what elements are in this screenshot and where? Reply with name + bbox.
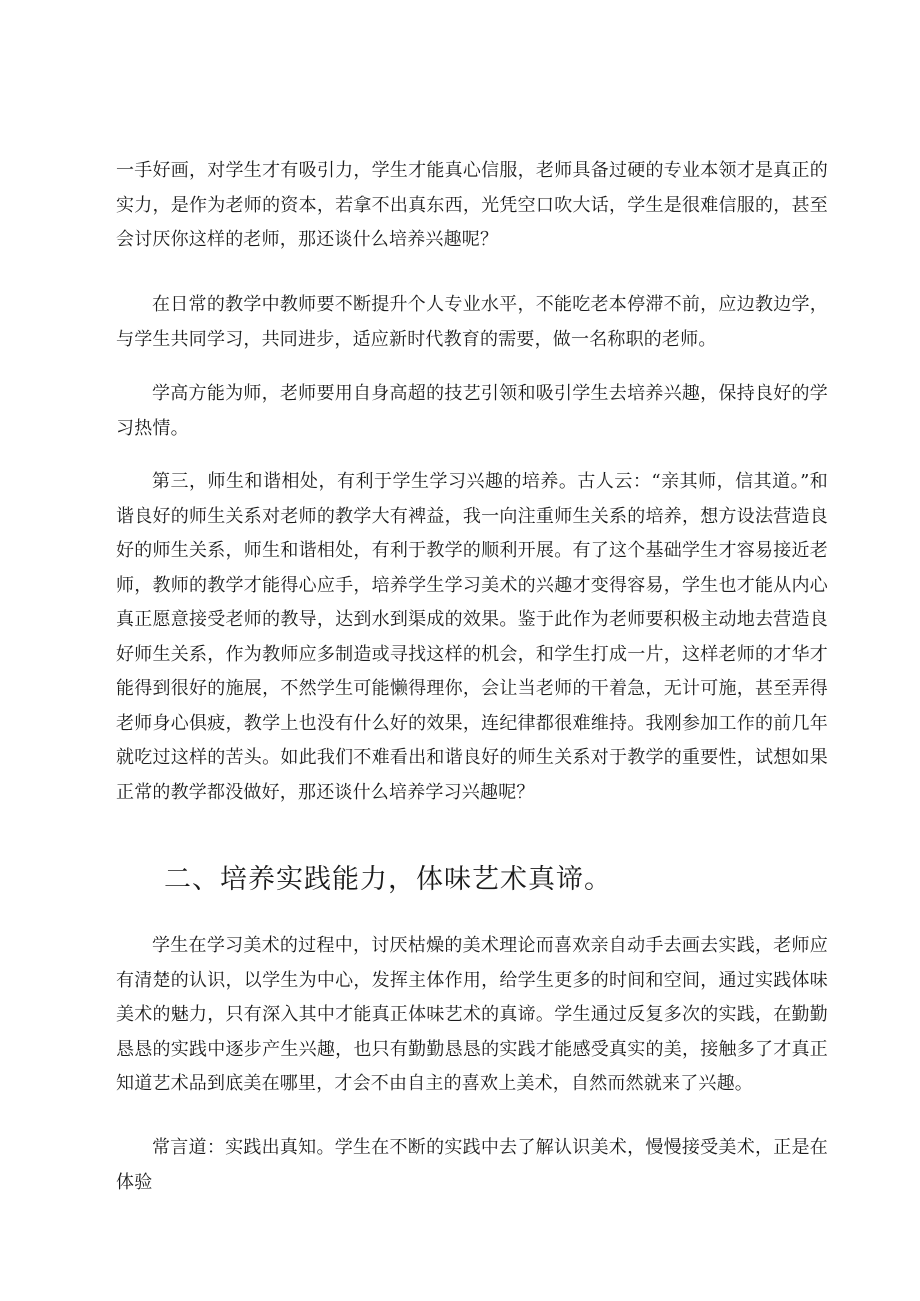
section-heading: 二、培养实践能力，体味艺术真谛。	[164, 864, 612, 895]
paragraph-learning-enthusiasm: 学高方能为师，老师要用自身高超的技艺引领和吸引学生去培养兴趣，保持良好的学习热情。	[116, 383, 828, 439]
paragraph-teacher-student-relationship: 第三，师生和谐相处，有利于学生学习兴趣的培养。古人云：“亲其师，信其道。”和谐良好的师生关系对老师的教学大有裨益，我一向注重师生关系的培养，想方设法营造良好的师生关系，师生和谐相处，有利于教学的顺利开展。有了这个基础学生才容易接近老师，教师的教学才能得心应手，培养学生学习美术的兴趣才变得容易，学生也才能从内心真正愿意接受老师的教导，达到水到渠成的效果。鉴于此作为老师要积极主动地去营造良好师生关系，作为教师应多制造或寻找这样的机会，和学生打成一片，这样老师的才华才能得到很好的施展，不然学生可能懒得理你，会让当老师的干着急，无计可施，甚至弄得老师身心俱疲，教学上也没有什么好的效果，连纪律都很难维持。我刚参加工作的前几年就吃过这样的苦头。如此我们不难看出和谐良好的师生关系对于教学的重要性，试想如果正常的教学都没做好，那还谈什么培养学习兴趣呢？	[116, 471, 828, 803]
paragraph-teacher-improvement: 在日常的教学中教师要不断提升个人专业水平，不能吃老本停滞不前，应边教边学，与学生共同学习，共同进步，适应新时代教育的需要，做一名称职的老师。	[116, 294, 828, 350]
paragraph-practice-knowledge: 常言道：实践出真知。学生在不断的实践中去了解认识美术，慢慢接受美术，正是在体验	[116, 1137, 828, 1193]
paragraph-practice-ability: 学生在学习美术的过程中，讨厌枯燥的美术理论而喜欢亲自动手去画去实践，老师应有清楚的认识，以学生为中心，发挥主体作用，给学生更多的时间和空间，通过实践体味美术的魅力，只有深入其中才能真正体味艺术的真谛。学生通过反复多次的实践，在勤勤恳恳的实践中逐步产生兴趣，也只有勤勤恳恳的实践才能感受真实的美，接触多了才真正知道艺术品到底美在哪里，才会不由自主的喜欢上美术，自然而然就来了兴趣。	[116, 935, 828, 1094]
paragraph-continuation: 一手好画，对学生才有吸引力，学生才能真心信服，老师具备过硬的专业本领才是真正的实力，是作为老师的资本，若拿不出真东西，光凭空口吹大话，学生是很难信服的，甚至会讨厌你这样的老师，那还谈什么培养兴趣呢？	[116, 160, 828, 250]
